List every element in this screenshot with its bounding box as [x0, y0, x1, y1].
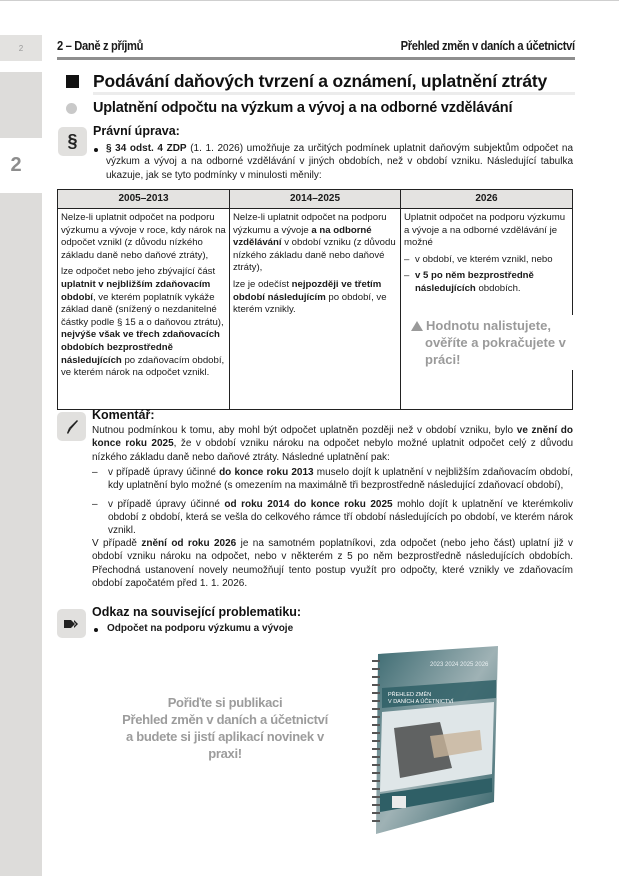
section-rule — [93, 92, 575, 95]
promo-line: a budete si jistí aplikací novinek v praxi! — [125, 729, 324, 761]
cell-text: Uplatnit odpočet na podporu výzkumu a vývoje a na odborné vzdělávání je možné — [404, 212, 566, 249]
legal-heading: Právní úprava: — [93, 124, 180, 138]
column-header: 2005–2013 — [58, 190, 230, 209]
chapter-title: 2 – Daně z příjmů — [57, 38, 144, 53]
promo-text — [110, 694, 340, 762]
dash-item: – v období, ve kterém vznikl, nebo — [404, 253, 553, 265]
legal-reference[interactable]: § 34 odst. 4 ZDP — [106, 143, 187, 154]
section-title: Podávání daňových tvrzení a oznámení, uplatnění ztráty — [93, 71, 548, 91]
svg-text:V DANÍCH A ÚČETNICTVÍ: V DANÍCH A ÚČETNICTVÍ — [388, 699, 454, 705]
legal-bullet — [106, 142, 573, 182]
dash-item: – v 5 po něm bezprostředně následujících obdobích. — [404, 270, 534, 294]
cell-text: lze je odečíst nejpozději ve třetím období následujícím po období, ve kterém vznikly. — [233, 278, 387, 316]
margin-block — [0, 72, 42, 138]
chapter-tab-number: 2 — [10, 153, 22, 176]
paragraph-icon: § — [58, 127, 87, 156]
list-item: – v případě úpravy účinné do konce roku 2013 muselo dojít k uplatnění v nejbližším zdaňovacím období, kdy uplatnění bylo možné (s omezením na maximálně tři bezprostředně následující zdaňovací období), — [92, 467, 573, 492]
table-cell-2026 — [401, 209, 573, 410]
section-heading — [66, 71, 576, 92]
table-row — [58, 209, 573, 410]
column-header: 2014–2025 — [230, 190, 401, 209]
watermark-overlay — [407, 315, 586, 370]
svg-text:2023 2024 2025 2026: 2023 2024 2025 2026 — [430, 662, 489, 668]
margin-block — [0, 193, 42, 876]
list-item: – v případě úpravy účinné od roku 2014 do konce roku 2025 mohlo dojít k uplatnění ve kterémkoliv období z období, která se vešla do celkového rámce tří období následujících po období, ve kterém nárok vznikl. — [92, 498, 573, 537]
comment-heading: Komentář: — [92, 408, 155, 422]
comparison-table — [57, 189, 573, 410]
promo-line: Pořiďte si publikaci — [167, 695, 283, 710]
watermark-line: Hodnotu nalistujete, — [426, 318, 551, 333]
arrow-link-icon — [57, 609, 86, 638]
bullet-icon — [94, 628, 98, 632]
legal-bullet-text: (1. 1. 2026) umožňuje za určitých podmínek uplatnit daňovým subjektům odpočet na výzkum a vývoj a na odborné vzdělávání v jiných obdobích, než v období vzniku. Následující tabulka ukazuje, jak se tyto podmínky v minulosti měnily: — [106, 143, 573, 181]
bullet-icon — [94, 148, 98, 152]
watermark-line: ověříte a pokračujete v práci! — [425, 335, 566, 367]
comment-list — [92, 466, 573, 542]
cell-text: Nelze-li uplatnit odpočet na podporu výzkumu a vývoje v roce, kdy nárok na odpočet vznikl (z důvodu nízkého základu daně nebo daňové ztráty), — [61, 212, 226, 261]
column-header: 2026 — [401, 190, 573, 209]
book-cover-image[interactable] — [370, 646, 498, 834]
publication-title: Přehled změn v daních a účetnictví — [400, 38, 575, 53]
square-bullet-icon — [66, 75, 79, 88]
header-rule — [57, 57, 575, 60]
related-heading: Odkaz na související problematiku: — [92, 605, 302, 619]
promo-line: Přehled změn v daních a účetnictví — [122, 712, 328, 727]
svg-text:PŘEHLED ZMĚN: PŘEHLED ZMĚN — [388, 692, 432, 698]
subsection-title: Uplatnění odpočtu na výzkum a vývoj a na odborné vzdělávání — [93, 100, 513, 116]
subsection-heading — [66, 100, 512, 116]
comment-paragraph: Nutnou podmínkou k tomu, aby mohl být odpočet uplatněn později než v období vzniku, bylo ve znění do konce roku 2025, že v období vzniku nároku na odpočet nebylo možné uplatnit odpočet celý z důvodu nízkého základu daně nebo daňové ztráty. Následné uplatnění pak: — [92, 425, 574, 463]
triangle-icon — [411, 321, 423, 331]
cell-text: lze odpočet nebo jeho zbývající část uplatnit v nejbližším zdaňovacím období, ve kterém poplatník vykáže základ daně (snížený o nezdanitelné částky podle § 15 a o daňovou ztrátu), nejvýše však ve třech zdaňovacích obdobích bezprostředně následujících po zdaňovacím období, ve kterém nárok na odpočet vznikl. — [61, 266, 225, 379]
top-border — [0, 0, 619, 1]
table-cell-2014-2025 — [230, 209, 401, 410]
circle-bullet-icon — [66, 103, 77, 114]
pen-icon — [57, 412, 86, 441]
table-header-row — [58, 190, 573, 209]
margin-page-label — [0, 35, 42, 61]
related-link[interactable]: Odpočet na podporu výzkumu a vývoje — [107, 623, 294, 634]
margin-page-label-text: 2 — [18, 43, 24, 53]
comment-paragraph: V případě znění od roku 2026 je na samotném poplatníkovi, zda odpočet (nebo jeho část) uplatní již v období vzniku nároku na odpočet, nebo v některém z 5 po něm bezprostředně následujících obdobích. Přechodná ustanovení novely neumožňují tento postup využít pro odpočty, které vznikly ve zdaňovacím období započatém před 1. 1. 2026. — [92, 538, 573, 589]
running-header — [57, 38, 575, 56]
cell-text: Nelze-li uplatnit odpočet na podporu výzkumu a vývoje a na odborné vzdělávání v období vzniku (z důvodu nízkého základu daně nebo daňové ztráty), — [233, 212, 396, 274]
table-cell-2005-2013 — [58, 209, 230, 410]
